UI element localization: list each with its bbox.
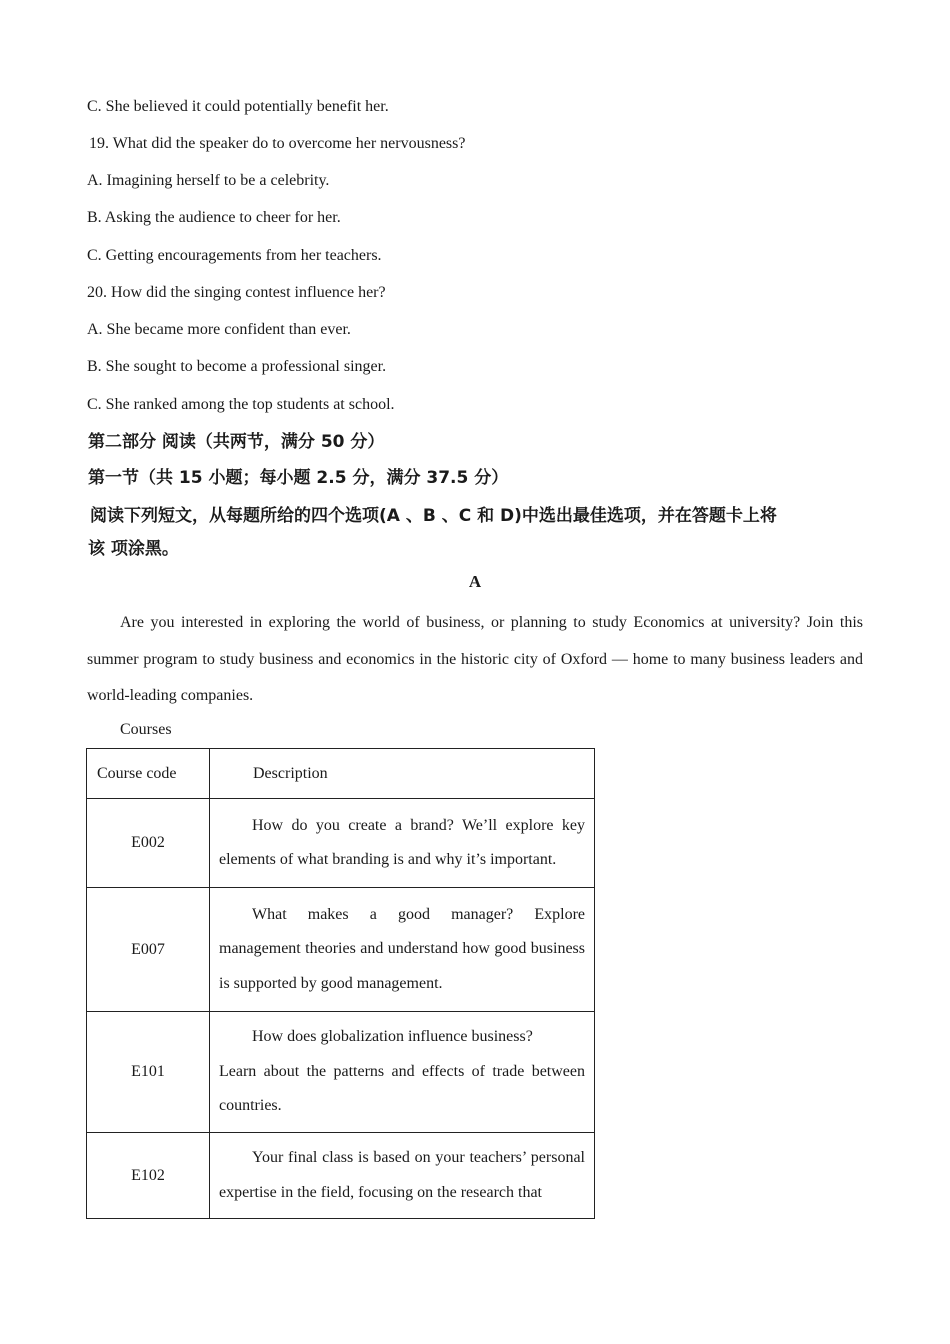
course-code: E002 (87, 799, 210, 888)
courses-table (86, 748, 595, 1219)
course-code: E007 (87, 888, 210, 1012)
course-description-line1: How does globalization influence business? (252, 1028, 533, 1046)
table-row (87, 799, 595, 888)
header-description: Description (210, 749, 595, 799)
course-description-rest: Learn about the patterns and effects of trade between countries. (219, 1062, 585, 1115)
passage-heading: A (468, 572, 482, 591)
course-description (210, 1012, 595, 1133)
q20-option-a: A. She became more confident than ever. (87, 321, 351, 338)
q20-option-c: C. She ranked among the top students at school. (87, 396, 395, 413)
course-description: Your final class is based on your teachers’ personal expertise in the field, focusing on the research that (210, 1133, 595, 1219)
q18-option-c: C. She believed it could potentially benefit her. (87, 98, 389, 115)
q20-stem: 20. How did the singing contest influence her? (87, 284, 386, 301)
instruction-line-1: 阅读下列短文，从每题所给的四个选项(A 、B 、C 和 D)中选出最佳选项，并在答题卡上将 (90, 506, 777, 526)
table-row (87, 1012, 595, 1133)
q19-option-b: B. Asking the audience to cheer for her. (87, 209, 341, 226)
course-code: E102 (87, 1133, 210, 1219)
q19-option-a: A. Imagining herself to be a celebrity. (87, 172, 330, 189)
q19-stem: 19. What did the speaker do to overcome her nervousness? (89, 135, 466, 152)
part-title: 第二部分 阅读（共两节，满分 50 分） (88, 432, 385, 452)
q20-option-b: B. She sought to become a professional singer. (87, 358, 387, 375)
table-row (87, 888, 595, 1012)
passage-intro: Are you interested in exploring the world of business, or planning to study Economics at university? Join this summer program to study business and economics in the historic city of Oxford — home to many business leaders and world-leading companies. (87, 614, 863, 704)
course-description: What makes a good manager? Explore management theories and understand how good business is supported by good management. (210, 888, 595, 1012)
table-row (87, 1133, 595, 1219)
header-course-code: Course code (87, 749, 210, 799)
course-description: How do you create a brand? We’ll explore key elements of what branding is and why it’s important. (210, 799, 595, 888)
course-code: E101 (87, 1012, 210, 1133)
q19-option-c: C. Getting encouragements from her teachers. (87, 247, 382, 264)
subsection-title: 第一节（共 15 小题；每小题 2.5 分，满分 37.5 分） (88, 468, 509, 488)
courses-label: Courses (120, 721, 172, 738)
instruction-line-2: 该 项涂黑。 (88, 539, 179, 559)
table-header-row (87, 749, 595, 799)
